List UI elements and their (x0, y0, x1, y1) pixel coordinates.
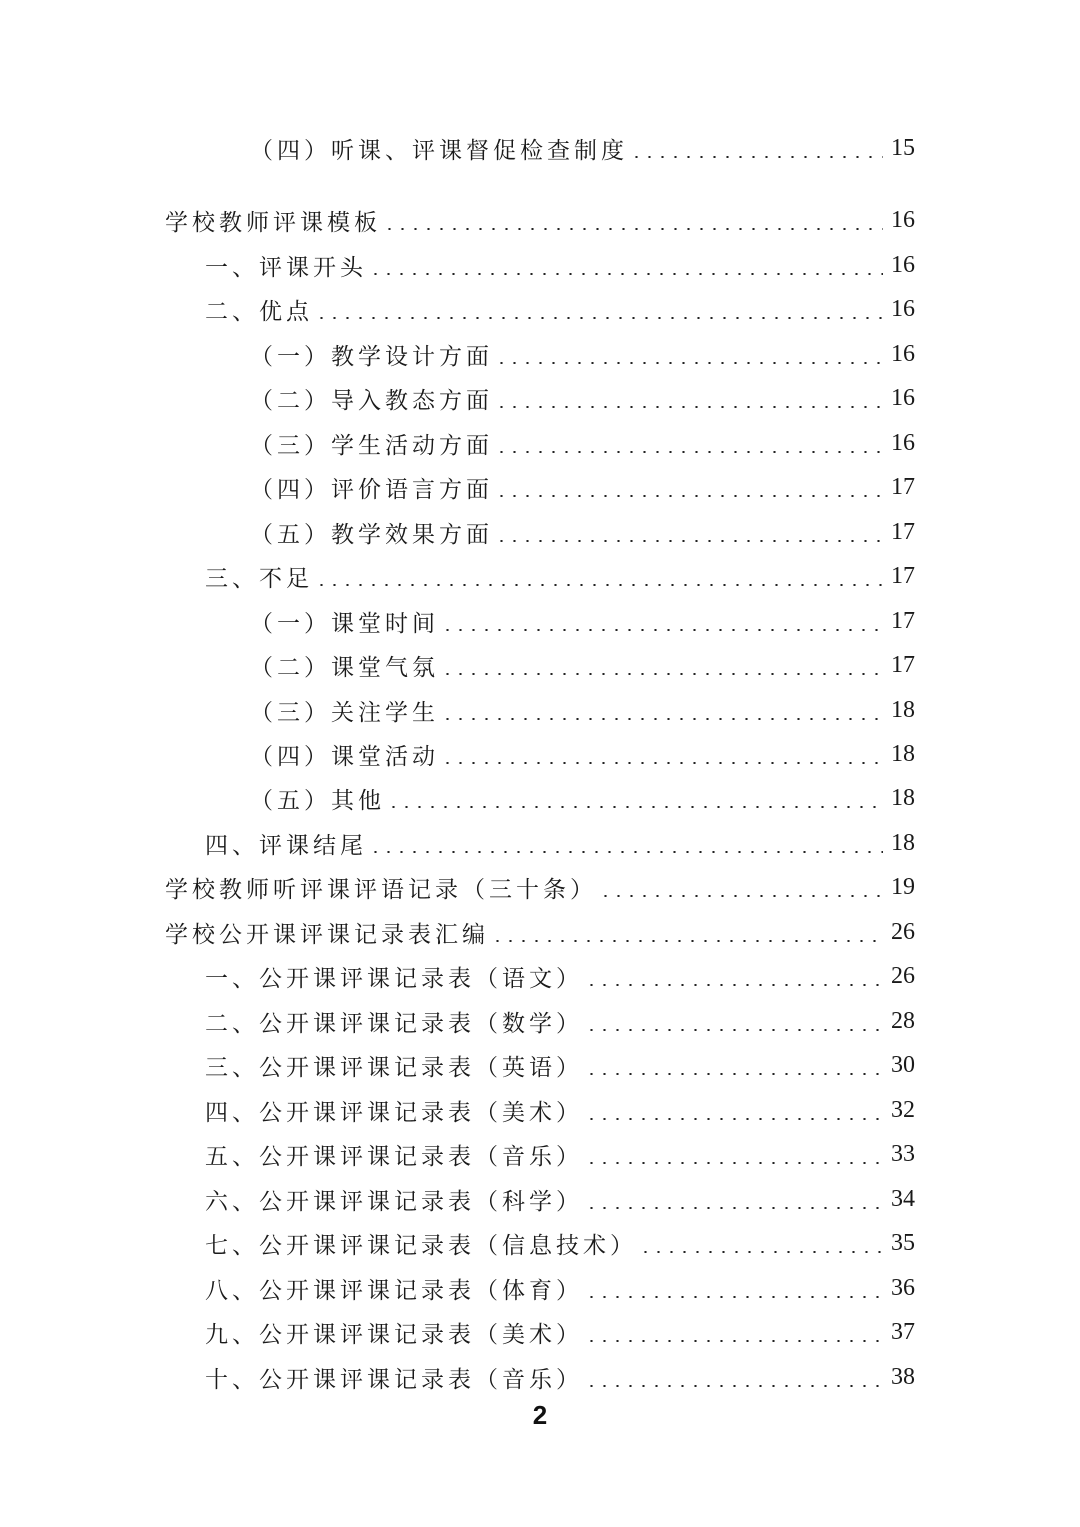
toc-entry[interactable] (165, 912, 915, 952)
toc-dot-leader (387, 806, 883, 808)
toc-entry-page: 18 (891, 829, 915, 856)
toc-entry[interactable] (250, 423, 915, 463)
toc-entry-title: （一）课堂时间 (250, 610, 439, 637)
toc-entry[interactable] (165, 200, 915, 240)
toc-entry[interactable] (250, 467, 915, 507)
toc-entry-title: 二、公开课评课记录表（数学） (205, 1010, 583, 1037)
toc-entry-title: 三、不足 (205, 565, 313, 592)
toc-dot-leader (585, 1029, 883, 1031)
toc-dot-leader (441, 718, 883, 720)
toc-entry-page: 35 (891, 1229, 915, 1256)
toc-entry-page: 28 (891, 1007, 915, 1034)
toc-entry-title: 八、公开课评课记录表（体育） (205, 1277, 583, 1304)
toc-entry[interactable] (205, 1357, 915, 1397)
toc-entry-page: 18 (891, 696, 915, 723)
toc-entry[interactable] (205, 289, 915, 329)
toc-dot-leader (383, 228, 883, 230)
toc-entry-title: （五）教学效果方面 (250, 521, 493, 548)
toc-entry[interactable] (205, 556, 915, 596)
toc-entry[interactable] (250, 128, 915, 168)
toc-entry[interactable] (250, 512, 915, 552)
toc-dot-leader (369, 851, 883, 853)
toc-entry-title: 七、公开课评课记录表（信息技术） (205, 1232, 637, 1259)
toc-dot-leader (599, 895, 883, 897)
toc-entry[interactable] (250, 334, 915, 374)
toc-entry-page: 16 (891, 429, 915, 456)
toc-entry-title: 一、评课开头 (205, 254, 367, 281)
toc-dot-leader (441, 673, 883, 675)
toc-entry-title: 六、公开课评课记录表（科学） (205, 1188, 583, 1215)
toc-entry-page: 30 (891, 1051, 915, 1078)
toc-entry[interactable] (250, 778, 915, 818)
toc-entry-page: 17 (891, 607, 915, 634)
toc-entry[interactable] (205, 956, 915, 996)
toc-entry[interactable] (250, 645, 915, 685)
toc-dot-leader (585, 1073, 883, 1075)
toc-dot-leader (495, 362, 883, 364)
toc-entry-title: 九、公开课评课记录表（美术） (205, 1321, 583, 1348)
toc-entry-title: 三、公开课评课记录表（英语） (205, 1054, 583, 1081)
toc-dot-leader (585, 1340, 883, 1342)
toc-entry[interactable] (205, 1001, 915, 1041)
toc-entry[interactable] (205, 1223, 915, 1263)
toc-dot-leader (495, 451, 883, 453)
toc-entry-page: 26 (891, 962, 915, 989)
toc-entry-title: （三）关注学生 (250, 699, 439, 726)
toc-entry-title: 学校教师听评课评语记录（三十条） (165, 876, 597, 903)
toc-dot-leader (639, 1251, 883, 1253)
toc-dot-leader (315, 584, 883, 586)
toc-dot-leader (585, 1207, 883, 1209)
toc-entry-page: 18 (891, 740, 915, 767)
toc-entry[interactable] (205, 245, 915, 285)
toc-entry[interactable] (250, 690, 915, 730)
toc-entry-title: 学校教师评课模板 (165, 209, 381, 236)
toc-dot-leader (585, 1385, 883, 1387)
toc-entry-page: 34 (891, 1185, 915, 1212)
toc-entry[interactable] (205, 1179, 915, 1219)
toc-dot-leader (441, 762, 883, 764)
toc-entry-title: （三）学生活动方面 (250, 432, 493, 459)
toc-entry[interactable] (205, 1090, 915, 1130)
toc-entry-page: 36 (891, 1274, 915, 1301)
toc-entry-page: 17 (891, 651, 915, 678)
toc-entry-title: （四）听课、评课督促检查制度 (250, 137, 628, 164)
toc-entry-title: 四、公开课评课记录表（美术） (205, 1099, 583, 1126)
toc-dot-leader (369, 273, 883, 275)
toc-entry[interactable] (205, 1045, 915, 1085)
toc-entry-page: 16 (891, 340, 915, 367)
toc-dot-leader (495, 495, 883, 497)
toc-dot-leader (585, 1162, 883, 1164)
toc-dot-leader (495, 540, 883, 542)
toc-dot-leader (585, 1118, 883, 1120)
toc-entry-title: （四）课堂活动 (250, 743, 439, 770)
toc-entry-title: 五、公开课评课记录表（音乐） (205, 1143, 583, 1170)
toc-entry-title: 学校公开课评课记录表汇编 (165, 921, 489, 948)
toc-dot-leader (491, 940, 883, 942)
toc-entry[interactable] (165, 867, 915, 907)
toc-entry[interactable] (205, 1268, 915, 1308)
toc-entry[interactable] (250, 601, 915, 641)
toc-entry-page: 16 (891, 384, 915, 411)
toc-entry-page: 16 (891, 206, 915, 233)
toc-entry-page: 17 (891, 562, 915, 589)
toc-entry-page: 16 (891, 251, 915, 278)
toc-entry-title: 一、公开课评课记录表（语文） (205, 965, 583, 992)
toc-dot-leader (495, 406, 883, 408)
toc-dot-leader (630, 156, 883, 158)
toc-entry[interactable] (205, 1134, 915, 1174)
toc-entry[interactable] (205, 1312, 915, 1352)
toc-entry-page: 33 (891, 1140, 915, 1167)
toc-entry-page: 17 (891, 518, 915, 545)
toc-entry[interactable] (250, 734, 915, 774)
toc-entry-title: （二）导入教态方面 (250, 387, 493, 414)
toc-dot-leader (585, 984, 883, 986)
toc-entry[interactable] (205, 823, 915, 863)
toc-entry-page: 17 (891, 473, 915, 500)
toc-entry-page: 15 (891, 134, 915, 161)
toc-entry-title: 十、公开课评课记录表（音乐） (205, 1366, 583, 1393)
toc-entry-page: 32 (891, 1096, 915, 1123)
toc-dot-leader (441, 629, 883, 631)
toc-entry-page: 19 (891, 873, 915, 900)
toc-entry-page: 16 (891, 295, 915, 322)
toc-entry-page: 26 (891, 918, 915, 945)
page-number: 2 (532, 1400, 548, 1430)
toc-dot-leader (585, 1296, 883, 1298)
toc-entry-title: 二、优点 (205, 298, 313, 325)
toc-entry[interactable] (250, 378, 915, 418)
toc-entry-page: 18 (891, 784, 915, 811)
toc-dot-leader (315, 317, 883, 319)
toc-entry-page: 37 (891, 1318, 915, 1345)
toc-entry-title: （五）其他 (250, 787, 385, 814)
toc-entry-title: 四、评课结尾 (205, 832, 367, 859)
toc-entry-page: 38 (891, 1363, 915, 1390)
toc-entry-title: （一）教学设计方面 (250, 343, 493, 370)
toc-entry-title: （四）评价语言方面 (250, 476, 493, 503)
toc-entry-title: （二）课堂气氛 (250, 654, 439, 681)
